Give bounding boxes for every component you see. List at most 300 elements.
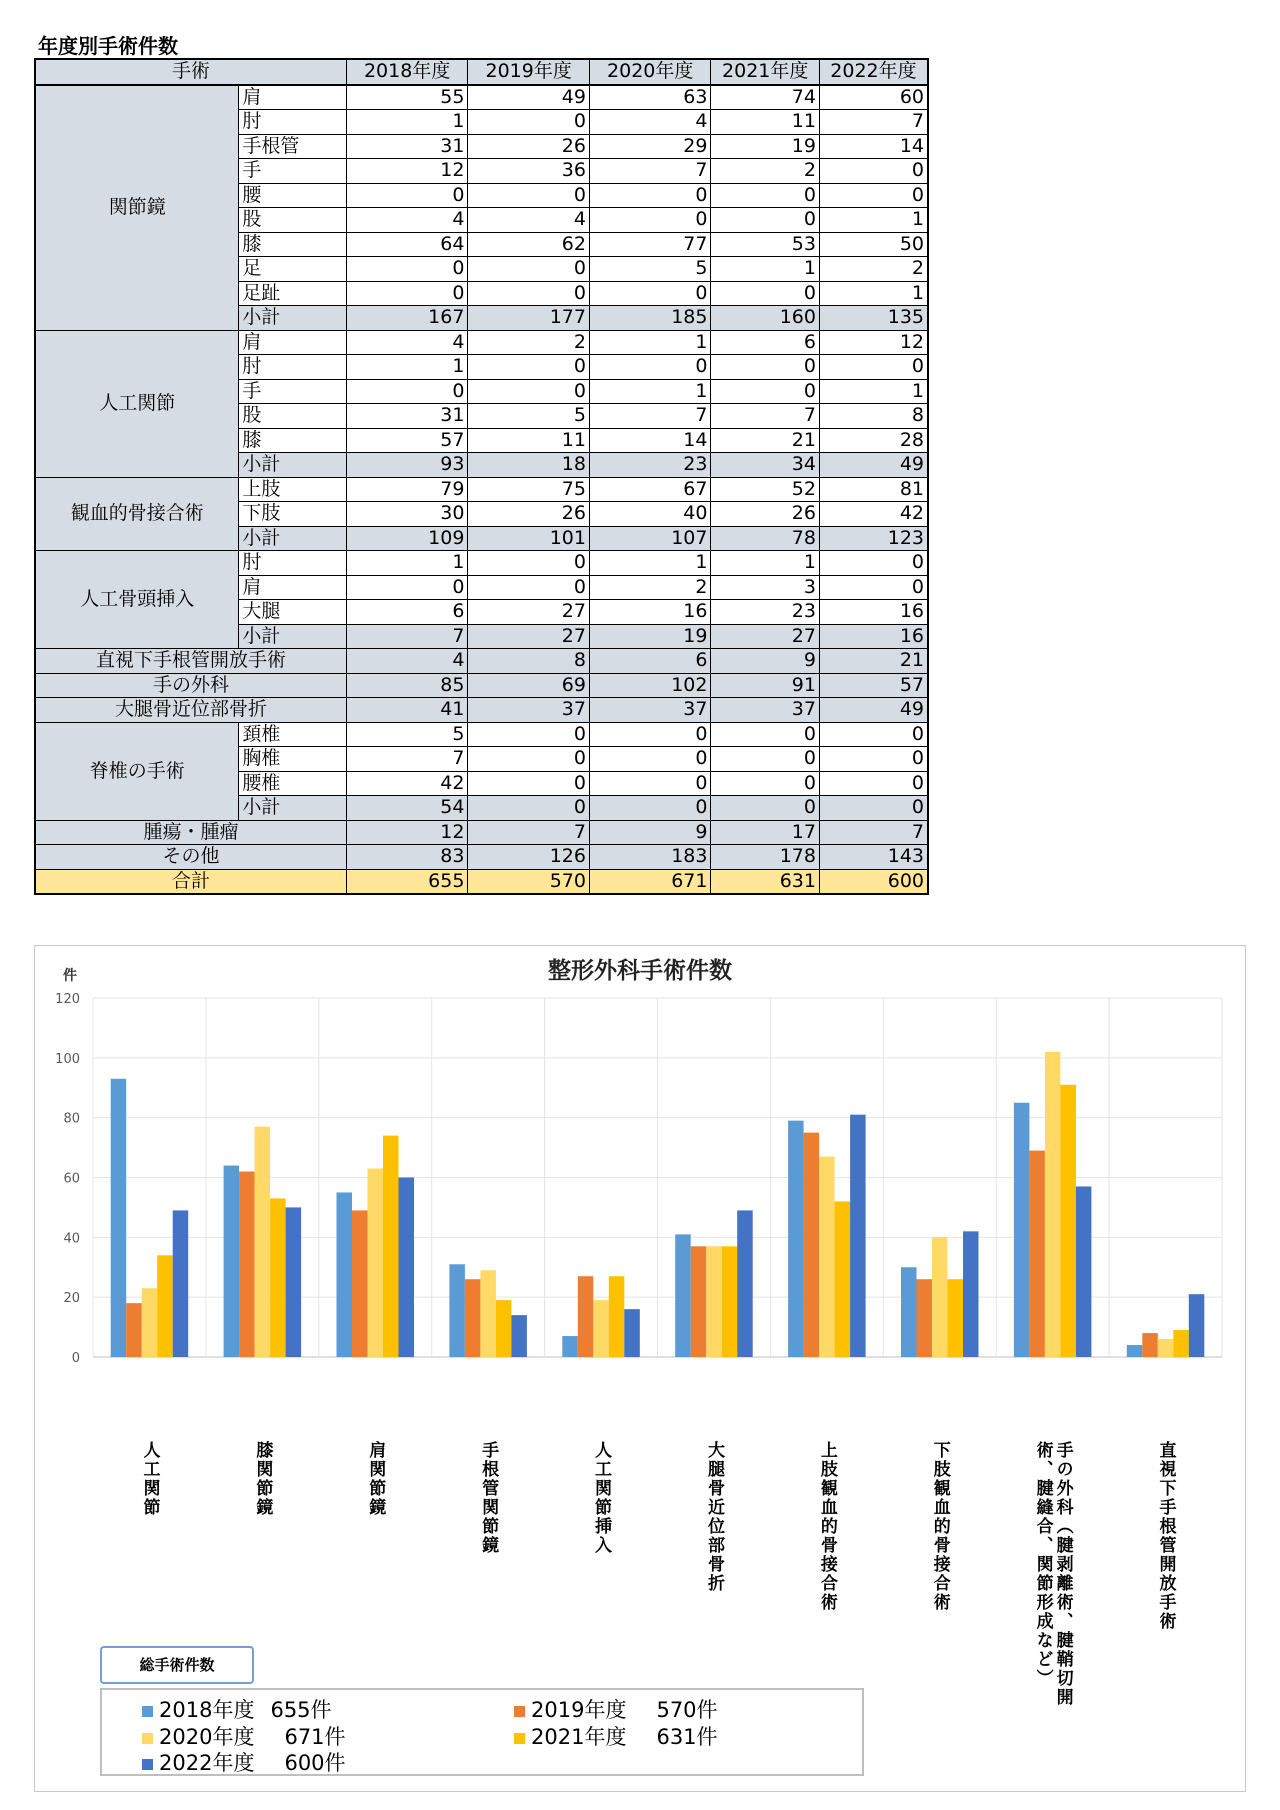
table-cell-value: 91 — [711, 673, 819, 698]
table-cell-value: 177 — [468, 306, 590, 331]
table-cell-value: 77 — [589, 232, 711, 257]
table-cell-value: 185 — [589, 306, 711, 331]
x-tick-label: 肩関節鏡 — [365, 1441, 386, 1517]
bar — [1014, 1103, 1030, 1357]
table-cell-value: 631 — [711, 869, 819, 894]
table-cell-value: 7 — [468, 820, 590, 845]
table-sub-label: 小計 — [239, 453, 346, 478]
table-sub-label: 肘 — [239, 551, 346, 576]
table-cell-value: 55 — [346, 85, 468, 110]
table-cell-value: 0 — [711, 722, 819, 747]
table-row-label: 腫瘍・腫瘤 — [35, 820, 346, 845]
table-cell-value: 167 — [346, 306, 468, 331]
table-cell-value: 74 — [711, 85, 819, 110]
bar — [383, 1136, 399, 1357]
table-cell-value: 37 — [711, 698, 819, 723]
bar — [465, 1279, 481, 1357]
table-cell-value: 69 — [468, 673, 590, 698]
table-cell-value: 34 — [711, 453, 819, 478]
x-tick-label: 大腿骨近位部骨折 — [703, 1441, 724, 1593]
table-cell-value: 160 — [711, 306, 819, 331]
table-row — [35, 845, 928, 870]
table-cell-value: 52 — [711, 477, 819, 502]
bar — [691, 1246, 707, 1357]
bar — [1076, 1186, 1092, 1357]
y-tick-label: 40 — [63, 1231, 80, 1247]
table-sub-label: 腰 — [239, 183, 346, 208]
chart-panel — [34, 945, 1246, 1792]
table-sub-label: 足 — [239, 257, 346, 282]
table-cell-value: 600 — [819, 869, 928, 894]
x-tick-label: 直視下手根管開放手術 — [1155, 1441, 1176, 1631]
bar — [624, 1309, 640, 1357]
header-year: 2021年度 — [711, 59, 819, 85]
table-cell-value: 30 — [346, 502, 468, 527]
table-cell-value: 42 — [346, 771, 468, 796]
table-cell-value: 570 — [468, 869, 590, 894]
table-cell-value: 4 — [346, 208, 468, 233]
table-sub-label: 肩 — [239, 575, 346, 600]
table-cell-value: 54 — [346, 796, 468, 821]
table-cell-value: 7 — [819, 820, 928, 845]
table-cell-value: 23 — [589, 453, 711, 478]
bar — [932, 1237, 948, 1357]
table-sub-label: 肩 — [239, 85, 346, 110]
table-cell-value: 126 — [468, 845, 590, 870]
legend-year: 2022年度 — [159, 1751, 255, 1775]
table-group-label: 関節鏡 — [35, 85, 239, 331]
table-cell-value: 19 — [711, 134, 819, 159]
header-year: 2020年度 — [589, 59, 711, 85]
table-cell-value: 0 — [711, 796, 819, 821]
table-cell-value: 0 — [711, 355, 819, 380]
x-tick-label: 下肢観血的骨接合術 — [929, 1441, 950, 1612]
table-cell-value: 0 — [711, 379, 819, 404]
table-cell-value: 0 — [819, 159, 928, 184]
x-tick-label: 膝関節鏡 — [252, 1441, 273, 1517]
table-row — [35, 698, 928, 723]
table-cell-value: 0 — [468, 183, 590, 208]
legend-total: 631件 — [656, 1725, 718, 1749]
table-cell-value: 143 — [819, 845, 928, 870]
table-cell-value: 7 — [589, 404, 711, 429]
table-sub-label: 足趾 — [239, 281, 346, 306]
table-cell-value: 1 — [819, 379, 928, 404]
table-sub-label: 手 — [239, 379, 346, 404]
table-cell-value: 1 — [346, 355, 468, 380]
chart-title: 整形外科手術件数 — [548, 958, 732, 984]
table-cell-value: 1 — [346, 110, 468, 135]
legend-year: 2019年度 — [531, 1698, 627, 1722]
table-cell-value: 12 — [346, 159, 468, 184]
table-sub-label: 膝 — [239, 232, 346, 257]
table-cell-value: 0 — [468, 771, 590, 796]
table-cell-value: 0 — [468, 281, 590, 306]
table-cell-value: 0 — [711, 771, 819, 796]
table-sub-label: 下肢 — [239, 502, 346, 527]
table-cell-value: 123 — [819, 526, 928, 551]
bar — [706, 1246, 722, 1357]
table-cell-value: 14 — [819, 134, 928, 159]
table-cell-value: 41 — [346, 698, 468, 723]
table-cell-value: 50 — [819, 232, 928, 257]
bar — [286, 1207, 302, 1357]
bar — [255, 1127, 271, 1357]
table-cell-value: 0 — [589, 722, 711, 747]
table-sub-label: 頚椎 — [239, 722, 346, 747]
table-cell-value: 0 — [346, 257, 468, 282]
legend-total: 600件 — [284, 1751, 346, 1775]
table-cell-value: 135 — [819, 306, 928, 331]
table-cell-value: 2 — [711, 159, 819, 184]
bar — [737, 1210, 753, 1357]
table-cell-value: 57 — [346, 428, 468, 453]
table-cell-value: 16 — [819, 600, 928, 625]
table-cell-value: 671 — [589, 869, 711, 894]
table-header-row — [35, 59, 928, 85]
table-cell-value: 0 — [468, 551, 590, 576]
legend-total: 655件 — [270, 1698, 332, 1722]
table-cell-value: 1 — [711, 551, 819, 576]
table-sub-label: 膝 — [239, 428, 346, 453]
legend-year: 2018年度 — [159, 1698, 255, 1722]
legend-swatch — [514, 1706, 525, 1717]
table-sub-label: 肩 — [239, 330, 346, 355]
legend-title: 総手術件数 — [100, 1646, 254, 1684]
y-tick-label: 100 — [55, 1051, 80, 1067]
bar — [480, 1270, 496, 1357]
table-cell-value: 79 — [346, 477, 468, 502]
table-group-label: 脊椎の手術 — [35, 722, 239, 820]
table-cell-value: 49 — [819, 453, 928, 478]
table-cell-value: 37 — [589, 698, 711, 723]
bar — [675, 1234, 691, 1357]
bar — [948, 1279, 964, 1357]
table-cell-value: 57 — [819, 673, 928, 698]
table-cell-value: 23 — [711, 600, 819, 625]
bar — [722, 1246, 738, 1357]
bar — [609, 1276, 625, 1357]
bar — [173, 1210, 189, 1357]
table-cell-value: 42 — [819, 502, 928, 527]
table-cell-value: 0 — [346, 575, 468, 600]
table-cell-value: 49 — [468, 85, 590, 110]
table-cell-value: 14 — [589, 428, 711, 453]
table-cell-value: 0 — [589, 771, 711, 796]
x-tick-label: 手根管関節鏡 — [478, 1441, 499, 1555]
table-row-label: 大腿骨近位部骨折 — [35, 698, 346, 723]
table-cell-value: 4 — [589, 110, 711, 135]
table-cell-value: 3 — [711, 575, 819, 600]
table-cell-value: 29 — [589, 134, 711, 159]
bar — [157, 1255, 173, 1357]
bar — [1158, 1339, 1174, 1357]
table-cell-value: 7 — [346, 624, 468, 649]
table-cell-value: 53 — [711, 232, 819, 257]
table-group-label: 人工関節 — [35, 330, 239, 477]
bar — [562, 1336, 578, 1357]
y-tick-label: 120 — [55, 992, 80, 1007]
table-cell-value: 0 — [346, 183, 468, 208]
table-cell-value: 19 — [589, 624, 711, 649]
bar — [126, 1303, 142, 1357]
bar — [142, 1288, 158, 1357]
bar — [788, 1121, 804, 1357]
legend-item — [514, 1694, 718, 1724]
table-cell-value: 11 — [468, 428, 590, 453]
surgery-count-table — [34, 58, 929, 895]
table-cell-value: 2 — [819, 257, 928, 282]
table-row — [35, 722, 928, 747]
table-cell-value: 63 — [589, 85, 711, 110]
table-row — [35, 649, 928, 674]
bar — [352, 1210, 368, 1357]
table-cell-value: 40 — [589, 502, 711, 527]
table-cell-value: 8 — [819, 404, 928, 429]
table-cell-value: 83 — [346, 845, 468, 870]
table-cell-value: 6 — [346, 600, 468, 625]
table-sub-label: 腰椎 — [239, 771, 346, 796]
table-cell-value: 0 — [468, 355, 590, 380]
table-cell-value: 1 — [589, 551, 711, 576]
bar — [368, 1169, 384, 1357]
table-cell-value: 0 — [711, 747, 819, 772]
table-cell-value: 62 — [468, 232, 590, 257]
table-cell-value: 16 — [589, 600, 711, 625]
table-cell-value: 4 — [468, 208, 590, 233]
bar — [593, 1300, 609, 1357]
y-tick-label: 0 — [71, 1351, 80, 1366]
bar — [224, 1166, 240, 1357]
bar — [1189, 1294, 1205, 1357]
table-cell-value: 2 — [468, 330, 590, 355]
table-sub-label: 小計 — [239, 624, 346, 649]
table-cell-value: 18 — [468, 453, 590, 478]
bar — [1029, 1151, 1045, 1357]
table-cell-value: 0 — [468, 110, 590, 135]
table-cell-value: 655 — [346, 869, 468, 894]
table-sub-label: 手 — [239, 159, 346, 184]
header-surgery: 手術 — [35, 59, 346, 85]
bar — [337, 1192, 353, 1357]
table-cell-value: 0 — [589, 747, 711, 772]
y-tick-label: 20 — [63, 1291, 80, 1307]
table-cell-value: 0 — [589, 208, 711, 233]
table-cell-value: 27 — [711, 624, 819, 649]
bar — [1173, 1330, 1189, 1357]
table-row-label: 合計 — [35, 869, 346, 894]
bar — [1060, 1085, 1076, 1357]
table-cell-value: 0 — [589, 355, 711, 380]
table-cell-value: 1 — [819, 281, 928, 306]
table-cell-value: 81 — [819, 477, 928, 502]
table-cell-value: 0 — [468, 796, 590, 821]
table-cell-value: 102 — [589, 673, 711, 698]
table-cell-value: 0 — [819, 575, 928, 600]
table-cell-value: 11 — [711, 110, 819, 135]
table-cell-value: 2 — [589, 575, 711, 600]
table-cell-value: 9 — [711, 649, 819, 674]
bar — [511, 1315, 527, 1357]
bar — [901, 1267, 917, 1357]
table-cell-value: 7 — [819, 110, 928, 135]
table-cell-value: 0 — [468, 722, 590, 747]
bar — [1142, 1333, 1158, 1357]
bar — [111, 1079, 127, 1357]
table-group-label: 人工骨頭挿入 — [35, 551, 239, 649]
table-cell-value: 107 — [589, 526, 711, 551]
table-row-label: 手の外科 — [35, 673, 346, 698]
table-cell-value: 0 — [468, 575, 590, 600]
table-cell-value: 0 — [711, 183, 819, 208]
table-cell-value: 1 — [589, 330, 711, 355]
table-cell-value: 4 — [346, 330, 468, 355]
legend-swatch — [142, 1759, 153, 1770]
table-cell-value: 85 — [346, 673, 468, 698]
legend-year: 2020年度 — [159, 1725, 255, 1749]
table-sub-label: 手根管 — [239, 134, 346, 159]
table-cell-value: 0 — [346, 281, 468, 306]
table-cell-value: 26 — [468, 134, 590, 159]
table-title: 年度別手術件数 — [38, 34, 178, 58]
table-sub-label: 肘 — [239, 110, 346, 135]
table-cell-value: 0 — [819, 722, 928, 747]
x-tick-label: 人工関節 — [139, 1441, 160, 1517]
x-tick-label: 上肢観血的骨接合術 — [816, 1441, 837, 1612]
table-cell-value: 183 — [589, 845, 711, 870]
table-cell-value: 26 — [711, 502, 819, 527]
table-cell-value: 7 — [589, 159, 711, 184]
table-cell-value: 0 — [819, 183, 928, 208]
table-cell-value: 12 — [819, 330, 928, 355]
table-cell-value: 60 — [819, 85, 928, 110]
table-cell-value: 0 — [819, 551, 928, 576]
table-cell-value: 5 — [346, 722, 468, 747]
y-axis-label: 件 — [63, 968, 77, 984]
table-cell-value: 0 — [711, 281, 819, 306]
bar — [819, 1157, 835, 1357]
table-sub-label: 小計 — [239, 526, 346, 551]
table-row-label: 直視下手根管開放手術 — [35, 649, 346, 674]
table-cell-value: 26 — [468, 502, 590, 527]
table-sub-label: 股 — [239, 404, 346, 429]
table-cell-value: 93 — [346, 453, 468, 478]
table-cell-value: 1 — [819, 208, 928, 233]
table-cell-value: 37 — [468, 698, 590, 723]
table-cell-value: 9 — [589, 820, 711, 845]
table-sub-label: 小計 — [239, 796, 346, 821]
table-cell-value: 36 — [468, 159, 590, 184]
table-sub-label: 小計 — [239, 306, 346, 331]
table-cell-value: 6 — [711, 330, 819, 355]
legend-item — [142, 1747, 346, 1777]
table-cell-value: 109 — [346, 526, 468, 551]
chart-legend — [100, 1688, 864, 1776]
table-cell-value: 0 — [819, 747, 928, 772]
table-cell-value: 101 — [468, 526, 590, 551]
table-row — [35, 85, 928, 110]
table-cell-value: 75 — [468, 477, 590, 502]
table-cell-value: 0 — [346, 379, 468, 404]
table-cell-value: 49 — [819, 698, 928, 723]
table-cell-value: 5 — [468, 404, 590, 429]
table-cell-value: 0 — [819, 771, 928, 796]
table-sub-label: 肘 — [239, 355, 346, 380]
table-cell-value: 64 — [346, 232, 468, 257]
table-cell-value: 0 — [468, 257, 590, 282]
table-cell-value: 5 — [589, 257, 711, 282]
table-cell-value: 27 — [468, 600, 590, 625]
table-row — [35, 477, 928, 502]
table-cell-value: 1 — [589, 379, 711, 404]
table-cell-value: 0 — [711, 208, 819, 233]
legend-year: 2021年度 — [531, 1725, 627, 1749]
bar — [449, 1264, 465, 1357]
table-cell-value: 0 — [468, 747, 590, 772]
bar — [496, 1300, 512, 1357]
table-cell-value: 0 — [589, 183, 711, 208]
header-year: 2018年度 — [346, 59, 468, 85]
table-cell-value: 7 — [711, 404, 819, 429]
table-cell-value: 67 — [589, 477, 711, 502]
table-sub-label: 上肢 — [239, 477, 346, 502]
table-cell-value: 28 — [819, 428, 928, 453]
bar — [1045, 1052, 1061, 1357]
bar — [239, 1172, 255, 1357]
y-tick-label: 80 — [63, 1111, 80, 1127]
legend-swatch — [142, 1733, 153, 1744]
table-row — [35, 330, 928, 355]
table-cell-value: 0 — [468, 379, 590, 404]
table-cell-value: 78 — [711, 526, 819, 551]
table-cell-value: 17 — [711, 820, 819, 845]
table-group-label: 観血的骨接合術 — [35, 477, 239, 551]
bar — [963, 1231, 979, 1357]
table-cell-value: 6 — [589, 649, 711, 674]
legend-total: 671件 — [284, 1725, 346, 1749]
header-year: 2022年度 — [819, 59, 928, 85]
table-cell-value: 0 — [589, 796, 711, 821]
x-tick-label: 人工関節挿入 — [591, 1441, 612, 1555]
table-cell-value: 27 — [468, 624, 590, 649]
table-sub-label: 股 — [239, 208, 346, 233]
table-cell-value: 16 — [819, 624, 928, 649]
legend-item — [514, 1721, 718, 1751]
table-cell-value: 7 — [346, 747, 468, 772]
legend-swatch — [514, 1733, 525, 1744]
table-row — [35, 551, 928, 576]
table-cell-value: 178 — [711, 845, 819, 870]
table-cell-value: 31 — [346, 134, 468, 159]
bar — [270, 1198, 286, 1357]
table-row-label: その他 — [35, 845, 346, 870]
bar — [850, 1115, 866, 1357]
table-cell-value: 4 — [346, 649, 468, 674]
table-row — [35, 820, 928, 845]
legend-item — [142, 1694, 332, 1724]
table-sub-label: 大腿 — [239, 600, 346, 625]
table-row — [35, 673, 928, 698]
table-cell-value: 31 — [346, 404, 468, 429]
header-year: 2019年度 — [468, 59, 590, 85]
table-cell-value: 21 — [819, 649, 928, 674]
table-cell-value: 0 — [819, 796, 928, 821]
table-cell-value: 12 — [346, 820, 468, 845]
table-cell-value: 1 — [711, 257, 819, 282]
table-cell-value: 0 — [819, 355, 928, 380]
table-cell-value: 8 — [468, 649, 590, 674]
table-cell-value: 1 — [346, 551, 468, 576]
